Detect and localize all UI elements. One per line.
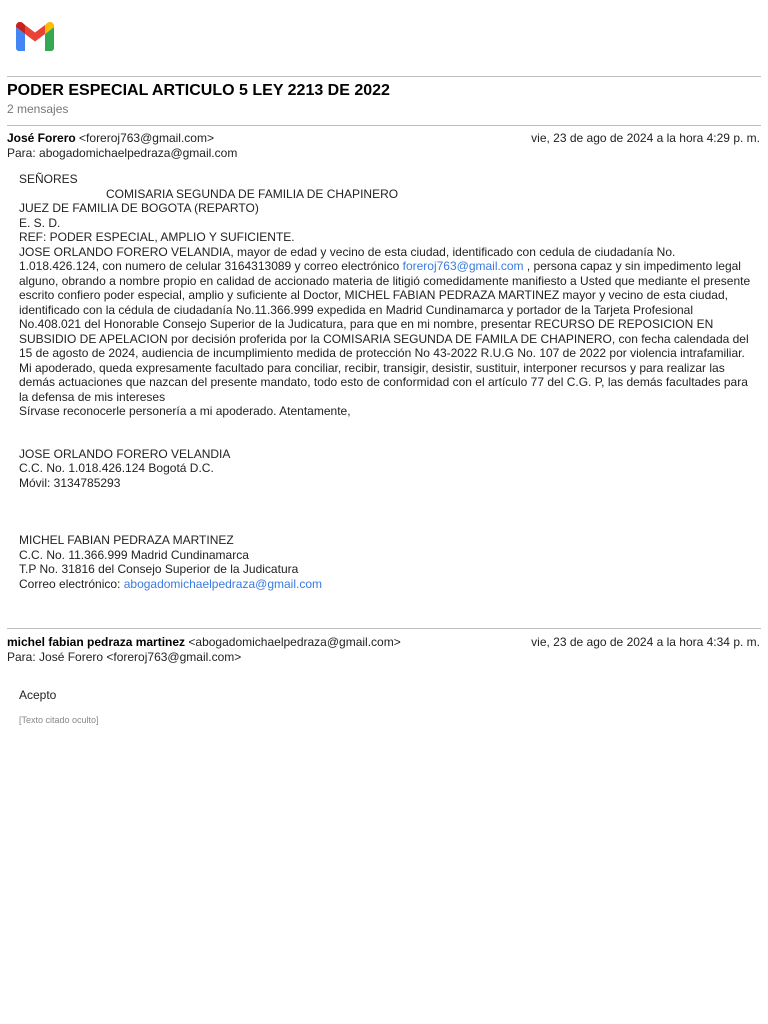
sender-name: José Forero bbox=[7, 131, 76, 145]
recipient-line: Para: José Forero <foreroj763@gmail.com> bbox=[7, 650, 242, 664]
quoted-text-toggle[interactable]: [Texto citado oculto] bbox=[19, 715, 99, 725]
body-paragraph: Mi apoderado, queda expresamente facultado para conciliar, recibir, transigir, desistir, sustituir, interponer recursos y para realizar las demás actuaciones que nazcan del presente mandato, todo esto de conformidad con el artículo 77 del C.G. P, las demás facultades para la defensa de mis intereses bbox=[19, 360, 748, 404]
sender-name: michel fabian pedraza martinez bbox=[7, 635, 186, 649]
message-divider bbox=[7, 628, 761, 629]
signature-id: C.C. No. 1.018.426.124 Bogotá D.C. bbox=[19, 461, 214, 475]
email-link[interactable]: abogadomichaelpedraza@gmail.com bbox=[123, 576, 323, 591]
thread-subject: PODER ESPECIAL ARTICULO 5 LEY 2213 DE 2022 bbox=[7, 82, 390, 99]
message-body: Acepto bbox=[19, 688, 57, 702]
sender-email: <foreroj763@gmail.com> bbox=[79, 131, 214, 145]
email-link[interactable]: foreroj763@gmail.com bbox=[402, 259, 524, 273]
signature-id: C.C. No. 11.366.999 Madrid Cundinamarca bbox=[19, 547, 249, 562]
signature-mobile: Móvil: 3134785293 bbox=[19, 475, 121, 490]
body-line: REF: PODER ESPECIAL, AMPLIO Y SUFICIENTE. bbox=[19, 230, 295, 244]
sender bbox=[7, 635, 401, 649]
signature-email: Correo electrónico: abogadomichaelpedraza@gmail.com bbox=[19, 576, 323, 591]
message-divider bbox=[7, 125, 761, 126]
message-body bbox=[19, 172, 754, 591]
message-header bbox=[7, 635, 761, 649]
body-line: COMISARIA SEGUNDA DE FAMILIA DE CHAPINERO bbox=[106, 186, 399, 201]
signature-name: JOSE ORLANDO FORERO VELANDIA bbox=[19, 446, 231, 461]
body-paragraph: JOSE ORLANDO FORERO VELANDIA, mayor de edad y vecino de esta ciudad, identificado con cedula de ciudadanía No. 1.018.426.124, con numero de celular 3164313089 y correo electrónico foreroj763@gmail.com , persona capaz y sin impedimento legal alguno, obrando a nombre propio en calidad de accionado materia de litigió comedidamente manifiesto a Usted que mediante el presente escrito confiero poder especial, amplio y suficiente al Doctor, MICHEL FABIAN PEDRAZA MARTINEZ mayor y vecino de esta ciudad, identificado con la cédula de ciudadanía No.11.366.999 expedida en Madrid Cundinamarca y portador de la Tarjeta Profesional No.408.021 del Honorable Consejo Superior de la Judicatura, para que en mi nombre, presentar RECURSO DE REPOSICION EN SUBSIDIO DE APELACION por decisión proferida por la COMISARIA SEGUNDA DE FAMILA DE CHAPINERO, con fecha calendada del 15 de agosto de 2024, audiencia de incumplimiento medida de protección No 43-2022 R.U.G No. 107 de 2022 por violencia intrafamiliar. bbox=[19, 244, 751, 360]
body-line: SEÑORES bbox=[19, 172, 78, 186]
recipient-line: Para: abogadomichaelpedraza@gmail.com bbox=[7, 146, 238, 160]
sender bbox=[7, 131, 214, 145]
body-line: JUEZ DE FAMILIA DE BOGOTA (REPARTO) bbox=[19, 201, 259, 215]
signature-tp: T.P No. 31816 del Consejo Superior de la Judicatura bbox=[19, 562, 299, 576]
header-divider bbox=[7, 76, 761, 77]
message-count: 2 mensajes bbox=[7, 102, 69, 116]
message-header bbox=[7, 131, 761, 145]
signature-name: MICHEL FABIAN PEDRAZA MARTINEZ bbox=[19, 533, 234, 547]
gmail-logo-icon bbox=[16, 22, 54, 51]
message-date: vie, 23 de ago de 2024 a la hora 4:29 p. m. bbox=[531, 131, 760, 145]
sender-email: <abogadomichaelpedraza@gmail.com> bbox=[188, 635, 401, 649]
message-date: vie, 23 de ago de 2024 a la hora 4:34 p. m. bbox=[531, 635, 760, 649]
body-line: E. S. D. bbox=[19, 215, 61, 230]
body-paragraph: Sírvase reconocerle personería a mi apoderado. Atentamente, bbox=[19, 404, 351, 418]
